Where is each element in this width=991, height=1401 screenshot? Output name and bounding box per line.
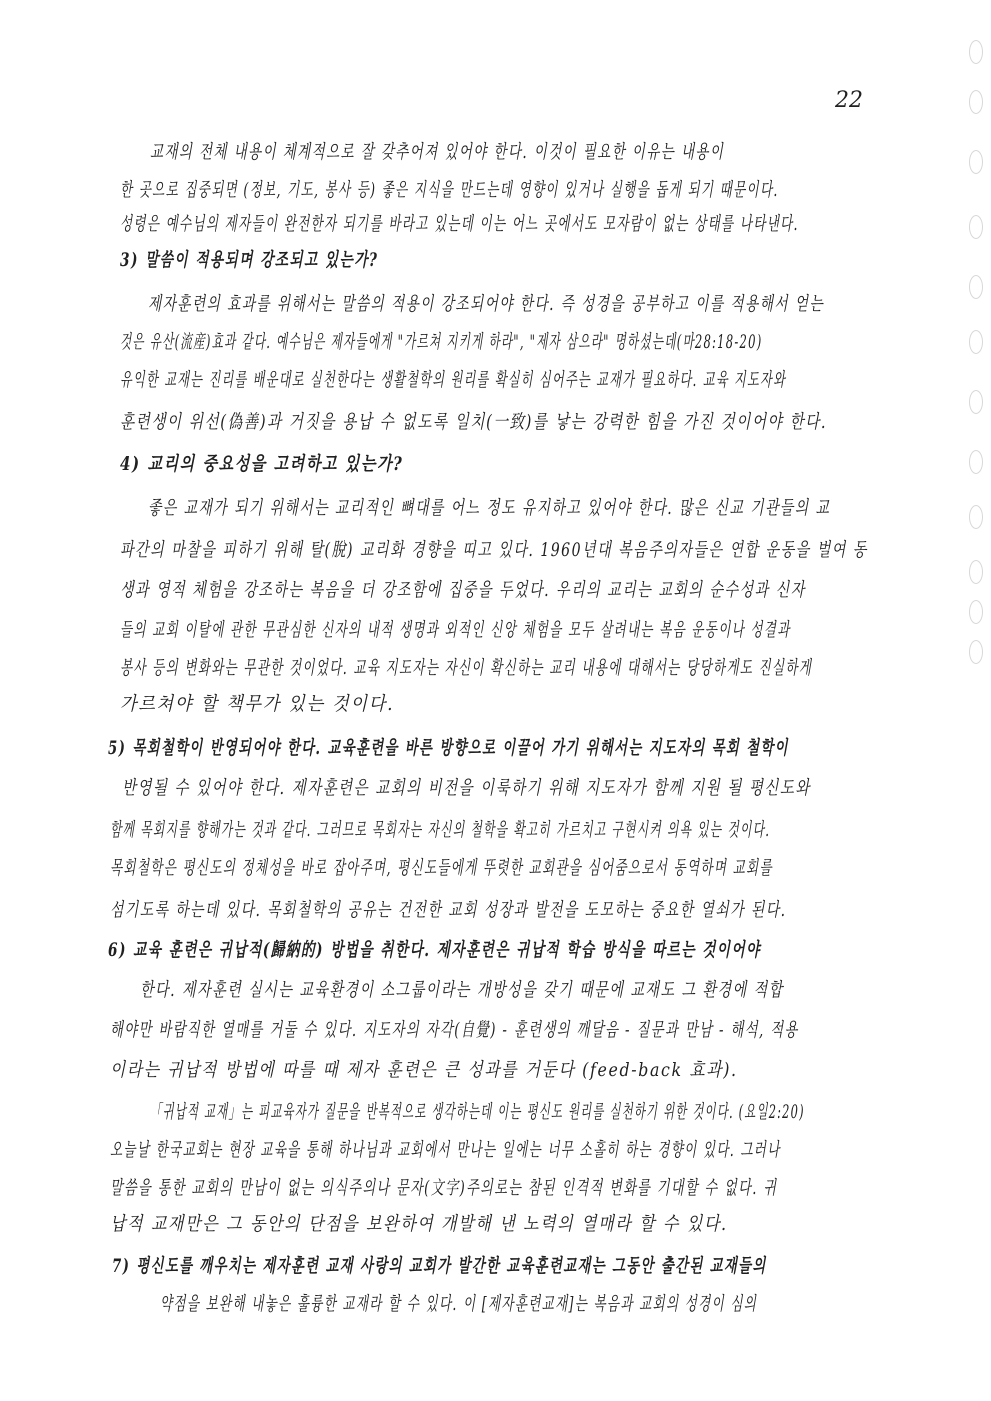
section-heading: 5) 목회철학이 반영되어야 한다. 교육훈련을 바른 방향으로 이끌어 가기 위해서는 지도자의 목회 철학이 (108, 737, 789, 759)
text-line: 생과 영적 체험을 강조하는 복음을 더 강조함에 집중을 두었다. 우리의 교리는 교회의 순수성과 신자 (120, 579, 806, 601)
punch-hole-mark (969, 90, 983, 114)
text-line: 함께 목회지를 향해가는 것과 같다. 그러므로 목회자는 자신의 철학을 확고히 가르치고 구현시켜 의욕 있는 것이다. (110, 819, 771, 841)
text-line: 「귀납적 교재」는 피교육자가 질문을 반복적으로 생각하는데 이는 평신도 원리를 실천하기 위한 것이다. (요일2:20) (150, 1101, 805, 1123)
text-line: 가르쳐야 할 책무가 있는 것이다. (120, 693, 395, 715)
text-line: 들의 교회 이탈에 관한 무관심한 신자의 내적 생명과 외적인 신앙 체험을 모두 살려내는 복음 운동이나 성결과 (120, 619, 791, 641)
text-line: 납적 교재만은 그 동안의 단점을 보완하여 개발해 낸 노력의 열매라 할 수 있다. (110, 1213, 728, 1235)
text-line: 한다. 제자훈련 실시는 교육환경이 소그룹이라는 개방성을 갖기 때문에 교재도 그 환경에 적합 (140, 979, 784, 1001)
section-heading: 6) 교육 훈련은 귀납적(歸納的) 방법을 취한다. 제자훈련은 귀납적 학습 방식을 따르는 것이어야 (108, 939, 761, 961)
punch-hole-mark (969, 600, 983, 624)
punch-hole-mark (969, 390, 983, 414)
text-line: 반영될 수 있어야 한다. 제자훈련은 교회의 비전을 이룩하기 위해 지도자가 함께 지원 될 평신도와 (122, 777, 811, 799)
text-line: 것은 유산(流産)효과 같다. 예수님은 제자들에게 "가르쳐 지키게 하라", "제자 삼으라" 명하셨는데(마28:18-20) (120, 331, 763, 353)
section-heading: 4) 교리의 중요성을 고려하고 있는가? (120, 453, 404, 475)
text-line: 유익한 교재는 진리를 배운대로 실천한다는 생활철학의 원리를 확실히 심어주는 교재가 필요하다. 교육 지도자와 (120, 369, 787, 391)
text-line: 이라는 귀납적 방법에 따를 때 제자 훈련은 큰 성과를 거둔다 (feed-back 효과). (110, 1059, 738, 1081)
text-line: 성령은 예수님의 제자들이 완전한자 되기를 바라고 있는데 이는 어느 곳에서도 모자람이 없는 상태를 나타낸다. (120, 213, 799, 235)
text-line: 해야만 바람직한 열매를 거둘 수 있다. 지도자의 자각(自覺) - 훈련생의 깨달음 - 질문과 만남 - 해석, 적용 (110, 1019, 799, 1041)
section-heading: 7) 평신도를 깨우치는 제자훈련 교재 사랑의 교회가 발간한 교육훈련교재는 그동안 출간된 교재들의 (112, 1255, 767, 1277)
text-line: 말씀을 통한 교회의 만남이 없는 의식주의나 문자(文字)주의로는 참된 인격적 변화를 기대할 수 없다. 귀 (110, 1177, 778, 1199)
text-line: 오늘날 한국교회는 현장 교육을 통해 하나님과 교회에서 만나는 일에는 너무 소홀히 하는 경향이 있다. 그러나 (110, 1139, 781, 1161)
text-line: 목회철학은 평신도의 정체성을 바로 잡아주며, 평신도들에게 뚜렷한 교회관을 심어줌으로서 동역하며 교회를 (110, 857, 773, 879)
punch-hole-mark (969, 150, 983, 174)
punch-hole-mark (969, 330, 983, 354)
binding-edge (965, 0, 987, 1401)
text-line: 봉사 등의 변화와는 무관한 것이었다. 교육 지도자는 자신이 확신하는 교리 내용에 대해서는 당당하게도 진실하게 (120, 657, 813, 679)
text-line: 한 곳으로 집중되면 (정보, 기도, 봉사 등) 좋은 지식을 만드는데 영향이 있거나 실행을 돕게 되기 때문이다. (120, 179, 779, 201)
punch-hole-mark (969, 215, 983, 239)
punch-hole-mark (969, 450, 983, 474)
punch-hole-mark (969, 505, 983, 529)
punch-hole-mark (969, 40, 983, 64)
text-line: 제자훈련의 효과를 위해서는 말씀의 적용이 강조되어야 한다. 즉 성경을 공부하고 이를 적용해서 얻는 (148, 293, 825, 315)
page-number: 22 (835, 88, 863, 113)
punch-hole-mark (969, 275, 983, 299)
text-line: 약점을 보완해 내놓은 훌륭한 교재라 할 수 있다. 이 [제자훈련교재]는 복음과 교회의 성경이 심의 (160, 1293, 758, 1315)
text-line: 좋은 교재가 되기 위해서는 교리적인 뼈대를 어느 정도 유지하고 있어야 한다. 많은 신교 기관들의 교 (148, 497, 831, 519)
text-line: 파간의 마찰을 피하기 위해 탈(脫) 교리화 경향을 띠고 있다. 1960년대 복음주의자들은 연합 운동을 벌여 동 (120, 539, 868, 561)
text-line: 훈련생이 위선(偽善)과 거짓을 용납 수 없도록 일치(一致)를 낳는 강력한 힘을 가진 것이어야 한다. (120, 411, 828, 433)
text-line: 교재의 전체 내용이 체계적으로 잘 갖추어져 있어야 한다. 이것이 필요한 이유는 내용이 (150, 141, 725, 163)
punch-hole-mark (969, 560, 983, 584)
punch-hole-mark (969, 640, 983, 664)
section-heading: 3) 말씀이 적용되며 강조되고 있는가? (120, 249, 379, 271)
text-line: 섬기도록 하는데 있다. 목회철학의 공유는 건전한 교회 성장과 발전을 도모하는 중요한 열쇠가 된다. (110, 899, 787, 921)
